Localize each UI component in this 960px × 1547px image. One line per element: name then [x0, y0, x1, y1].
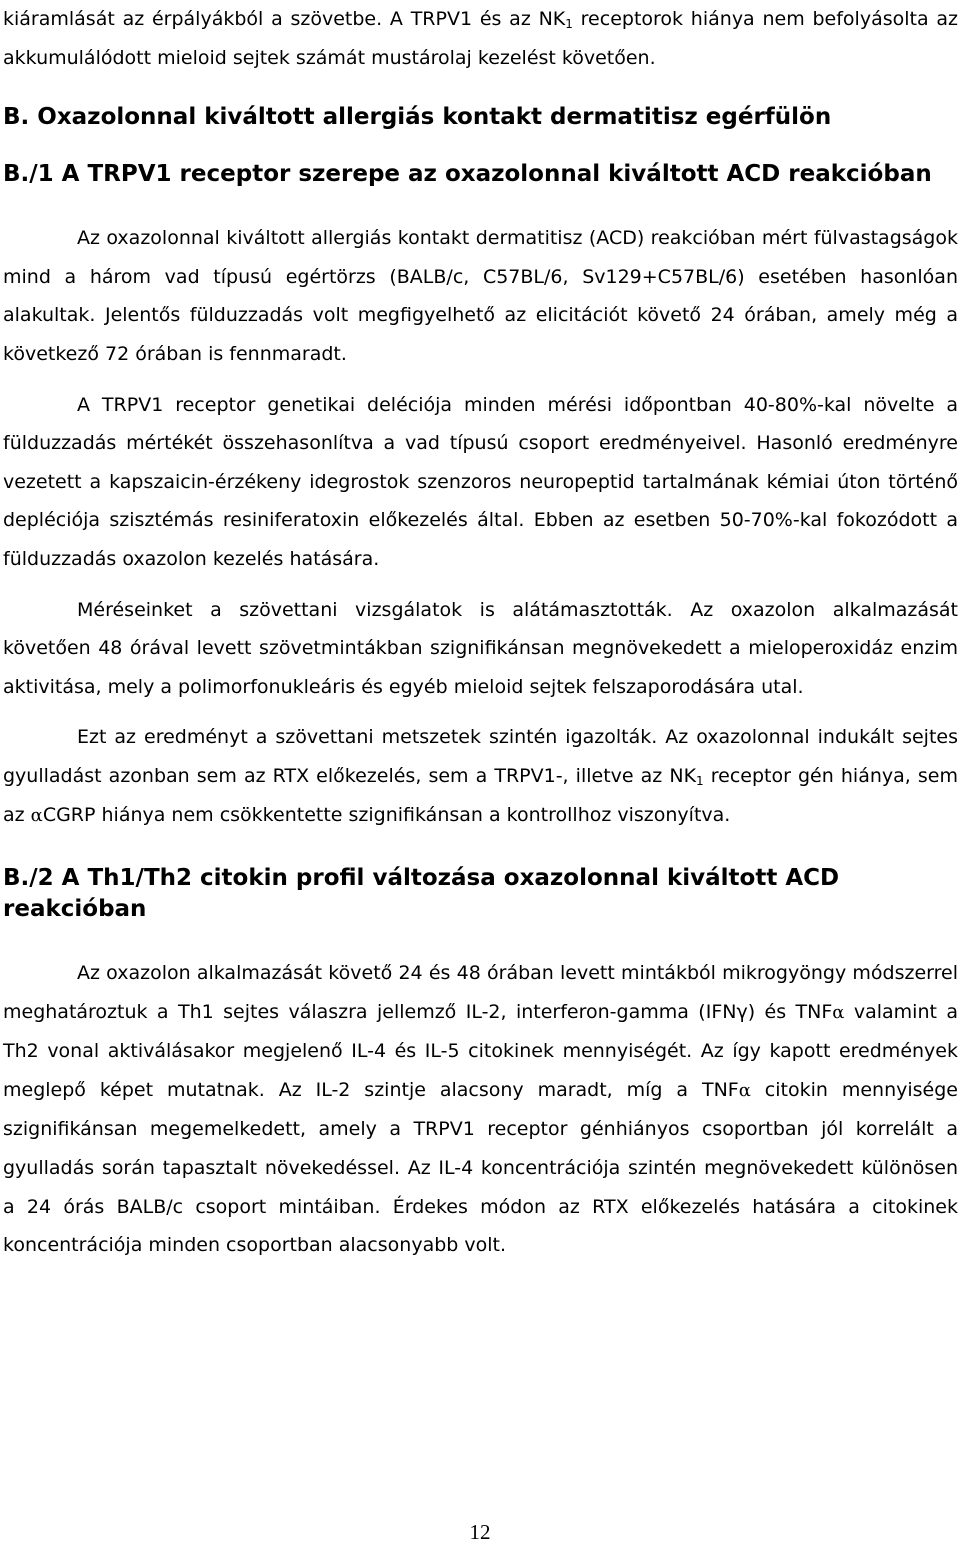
b1-paragraph-2: A TRPV1 receptor genetikai deléciója minden mérési időpontban 40-80%-kal növelte a fülduzzadás mértékét összehasonlítva a vad típusú csoport eredményeivel. Hasonló eredményre vezetett a kapszaicin-érzékeny idegrostok szenzoros neuropeptid tartalmának kémiai úton történő depléciója szisztémás resiniferatoxin előkezelés által. Ebben az esetben 50-70%-kal fokozódott a fülduzzadás oxazolon kezelés hatására.	[3, 393, 958, 570]
b1-paragraph-1: Az oxazolonnal kiváltott allergiás kontakt dermatitisz (ACD) reakcióban mért fülvastagságok mind a három vad típusú egértörzs (BALB/c, C57BL/6, Sv129+C57BL/6) esetében hasonlóan alakultak. Jelentős fülduzzadás volt megfigyelhető az elicitációt követő 24 órában, amely még a következő 72 órában is fennmaradt.	[3, 227, 958, 365]
page-number: 12	[469, 1520, 491, 1544]
b2-paragraph-1: Az oxazolon alkalmazását követő 24 és 48 órában levett mintákból mikrogyöngy módszerrel meghatároztuk a Th1 sejtes válaszra jellemző IL-2, interferon-gamma (IFNγ) és TNFα valamint a Th2 vonal aktiválásakor megjelenő IL-4 és IL-5 citokinek mennyiségét. Az így kapott eredmények meglepő képet mutatnak. Az IL-2 szintje alacsony maradt, míg a TNFα citokin mennyisége szignifikánsan megemelkedett, amely a TRPV1 receptor génhiányos csoportban jól korrelált a gyulladás során tapasztalt növekedéssel. Az IL-4 koncentrációja szintén megnövekedett különösen a 24 órás BALB/c csoport mintáiban. Érdekes módon az RTX előkezelés hatására a citokinek koncentrációja minden csoportban alacsonyabb volt.	[3, 962, 958, 1257]
b1-paragraph-4: Ezt az eredményt a szövettani metszetek szintén igazolták. Az oxazolonnal indukált sejtes gyulladást azonban sem az RTX előkezelés, sem a TRPV1-, illetve az $NK_1$ receptor gén hiánya, sem az αCGRP hiánya nem csökkentette szignifikánsan a kontrollhoz viszonyítva.	[3, 726, 958, 826]
section-b-heading: B. Oxazolonnal kiváltott allergiás kontakt dermatitisz egérfülön	[3, 104, 832, 131]
subsection-b1-heading: B./1 A TRPV1 receptor szerepe az oxazolonnal kiváltott ACD reakcióban	[3, 161, 932, 188]
b1-paragraph-3: Méréseinket a szövettani vizsgálatok is alátámasztották. Az oxazolon alkalmazását követően 48 órával levett szövetmintákban szignifikánsan megnövekedett a mieloperoxidáz enzim aktivitása, mely a polimorfonukleáris és egyéb mieloid sejtek felszaporodására utal.	[3, 598, 958, 698]
subsection-b2-heading: B./2 A Th1/Th2 citokin profil változása oxazolonnal kiváltott ACD reakcióban	[3, 865, 840, 923]
intro-paragraph: kiáramlását az érpályákból a szövetbe. A TRPV1 és az $NK_1$ receptorok hiánya nem befolyásolta az akkumulálódott mieloid sejtek számát mustárolaj kezelést követően.	[3, 8, 958, 69]
